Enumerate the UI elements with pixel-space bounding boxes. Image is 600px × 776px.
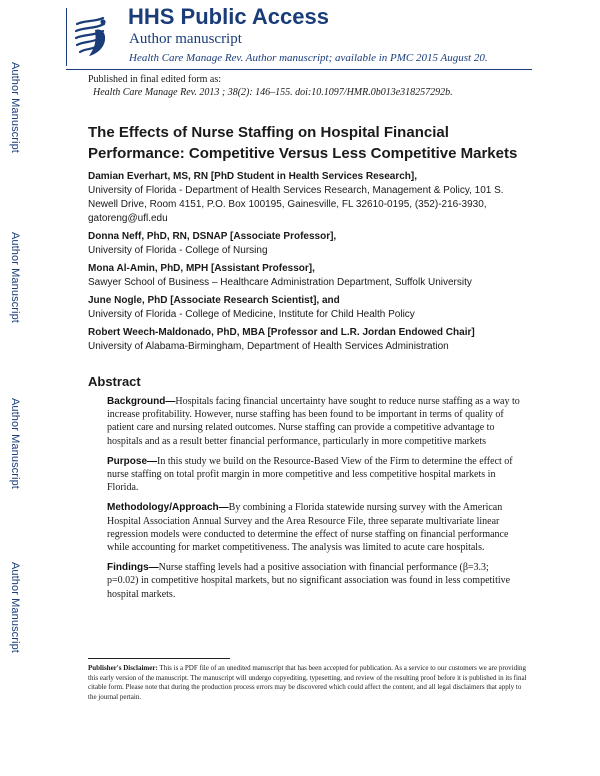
author-affiliation: University of Florida - Department of Health Services Research, Management & Policy, 101 S. Newell Drive, Room 4151, P.O. Box 100195, Gainesville, FL 32610-0195, (352)-216-3930, gatoreng@ufl.edu <box>88 185 504 224</box>
abstract-section-text: By combining a Florida statewide nursing survey with the American Hospital Association Annual Survey and the Area Resource File, three separate multivariate linear regression models were conducted to determine the effect of nurse staffing on financial performance while accounting for market competitiveness. The analysis was limited to acute care hospitals. <box>107 502 509 554</box>
author-name: June Nogle, PhD [Associate Research Scientist], and <box>88 295 340 306</box>
hhs-public-access-title: HHS Public Access <box>128 4 329 29</box>
author-name: Damian Everhart, MS, RN [PhD Student in Health Services Research], <box>88 171 417 182</box>
author-entry <box>88 170 528 226</box>
abstract-section-background <box>107 395 522 448</box>
author-manuscript-side-label: Author Manuscript <box>9 232 21 323</box>
author-affiliation: University of Florida - College of Nursing <box>88 245 268 256</box>
abstract-section-text: In this study we build on the Resource-Based View of the Firm to determine the effect of nurse staffing on total profit margin in more competitive and less competitive hospital markets in Florida. <box>107 455 513 494</box>
abstract-section-text: Nurse staffing levels had a positive association with financial performance (β=3.3; p=0.02) in competitive hospital markets, but no significant association was found in less competitive hospital markets. <box>107 562 511 600</box>
author-list <box>88 170 528 358</box>
manuscript-availability-citation <box>129 52 488 64</box>
disclaimer-label: Publisher's Disclaimer: <box>88 664 158 672</box>
author-name: Mona Al-Amin, PhD, MPH [Assistant Professor], <box>88 263 315 274</box>
header-divider <box>66 69 532 70</box>
author-entry <box>88 326 528 354</box>
abstract-body <box>107 395 522 608</box>
author-affiliation: Sawyer School of Business – Healthcare Administration Department, Suffolk University <box>88 277 472 288</box>
footnote-divider <box>88 658 230 659</box>
abstract-section-purpose <box>107 455 522 495</box>
author-affiliation: University of Alabama-Birmingham, Department of Health Services Administration <box>88 341 449 352</box>
author-entry <box>88 262 528 290</box>
abstract-section-label: Background— <box>107 396 176 407</box>
published-form-label: Published in final edited form as: <box>88 74 222 85</box>
abstract-section-text: Hospitals facing financial uncertainty have sought to reduce nurse staffing as a way to increase profitability. However, nurse staffing has been found to be important in terms of quality of patient care and nursing related outcomes. Nurse staffing can provide a competitive advantage to hospitals and as a result better financial performance, particularly in more competitive markets <box>107 396 520 447</box>
journal-abbrev: Health Care Manage Rev. Author manuscript; available in PMC 2015 August 20. <box>129 52 488 64</box>
header-logo-divider <box>66 8 67 66</box>
author-manuscript-side-label: Author Manuscript <box>9 398 21 489</box>
abstract-section-label: Purpose— <box>107 455 158 467</box>
author-name: Donna Neff, PhD, RN, DSNAP [Associate Professor], <box>88 231 337 242</box>
author-affiliation: University of Florida - College of Medicine, Institute for Child Health Policy <box>88 309 415 320</box>
disclaimer-text: This is a PDF file of an unedited manuscript that has been accepted for publication. As a service to our customers we are providing this early version of the manuscript. The manuscript will undergo copyediting, typesetting, and review of the resulting proof before it is published in its final citable form. Please note that during the production process errors may be discovered which could affect the content, and all legal disclaimers that apply to the journal pertain. <box>88 664 527 701</box>
author-manuscript-side-label: Author Manuscript <box>9 562 21 653</box>
hhs-eagle-icon <box>71 10 111 62</box>
abstract-section-label: Findings— <box>107 562 159 574</box>
author-manuscript-label: Author manuscript <box>129 31 242 47</box>
author-entry <box>88 230 528 258</box>
paper-title: The Effects of Nurse Staffing on Hospital Financial Performance: Competitive Versus Less Competitive Markets <box>88 124 518 162</box>
author-name: Robert Weech-Maldonado, PhD, MBA [Professor and L.R. Jordan Endowed Chair] <box>88 327 475 338</box>
abstract-section-methodology <box>107 501 522 554</box>
abstract-section-label: Methodology/Approach— <box>107 502 229 514</box>
abstract-section-findings <box>107 561 522 601</box>
publisher-disclaimer <box>88 664 528 702</box>
published-citation: Health Care Manage Rev. 2013 ; 38(2): 146–155. doi:10.1097/HMR.0b013e318257292b. <box>93 87 453 98</box>
abstract-heading: Abstract <box>88 374 141 389</box>
author-manuscript-side-label: Author Manuscript <box>9 62 21 153</box>
author-entry <box>88 294 528 322</box>
